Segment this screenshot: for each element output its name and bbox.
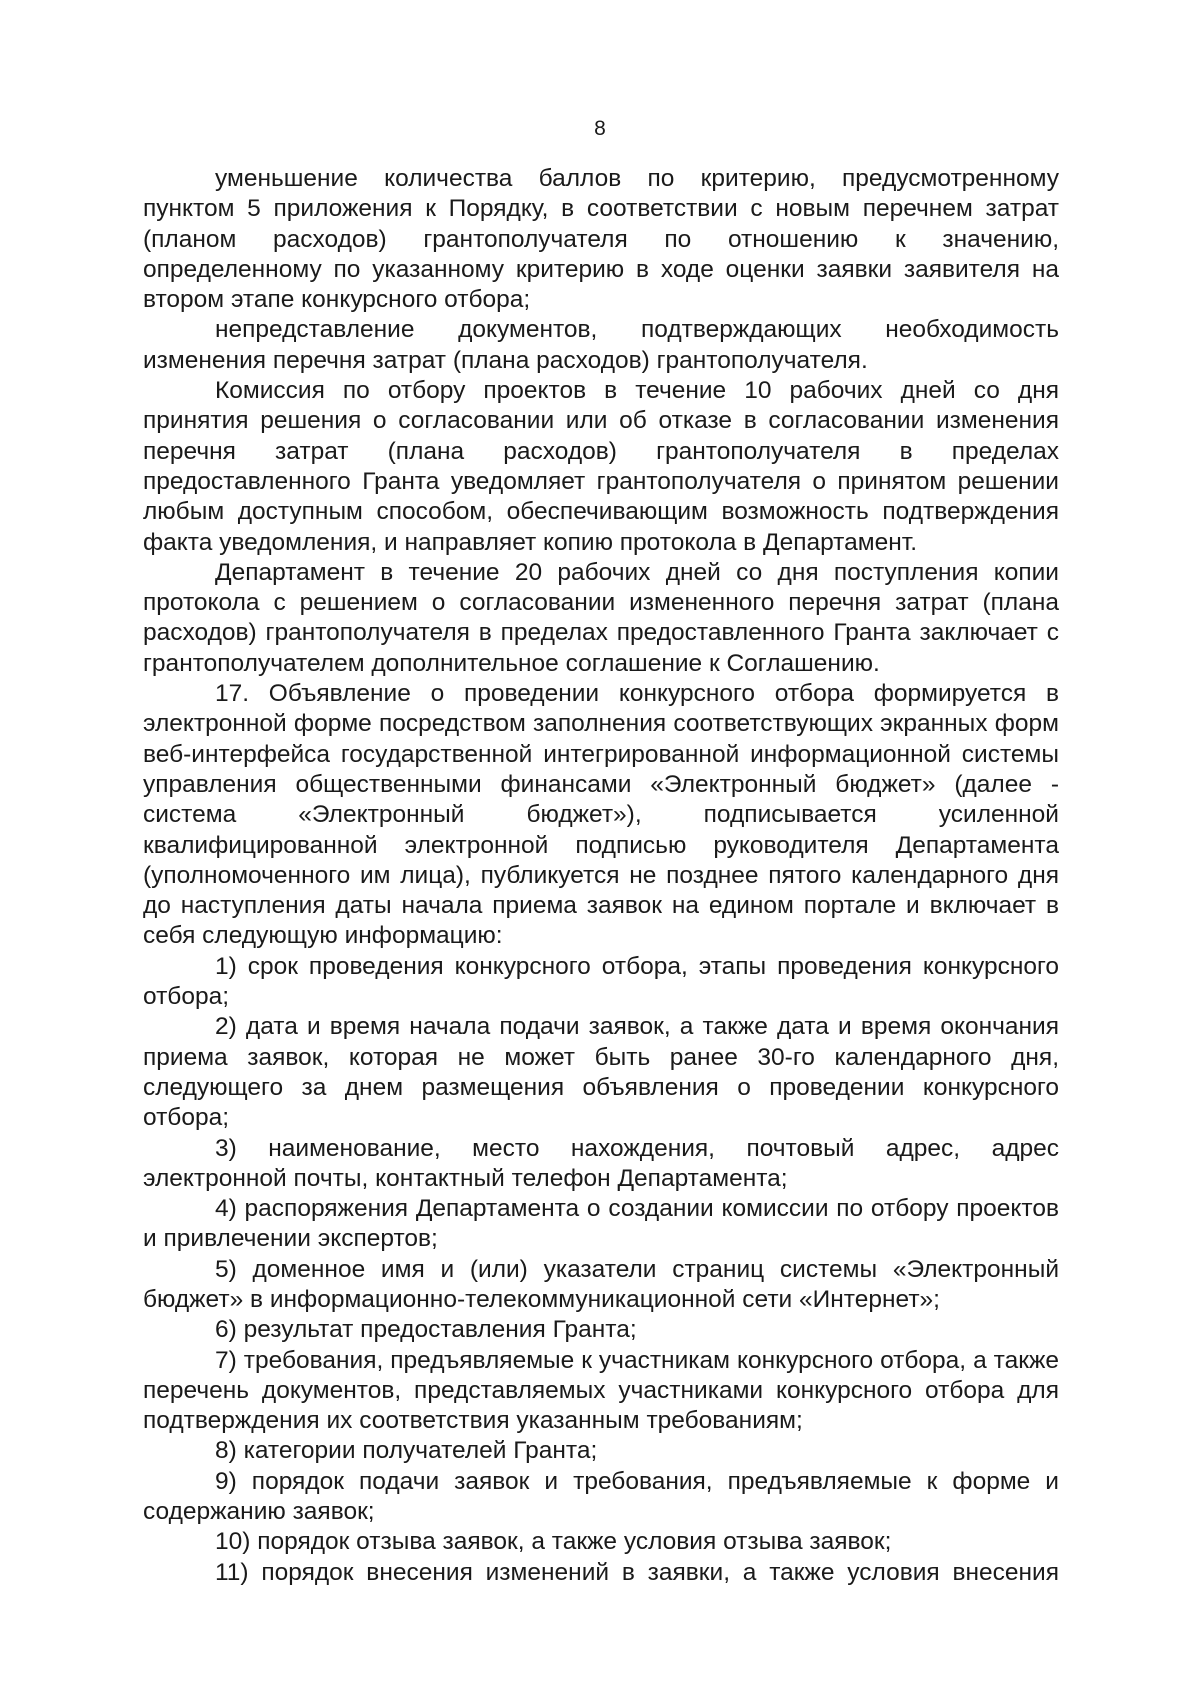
list-item: 11) порядок внесения изменений в заявки, а также условия внесения xyxy=(215,1558,1059,1586)
list-item: 8) категории получателей Гранта; xyxy=(215,1437,598,1465)
list-item: 6) результат предоставления Гранта; xyxy=(215,1316,637,1344)
paragraph-item-17: 17. Объявление о проведении конкурсного отбора формируется в электронной форме посредством заполнения соответствующих экранных форм веб-интерфейса государственной интегрированной информационной системы управления общественными финансами «Электронный бюджет» (далее - система «Электронный бюджет»), подписывается усиленной квалифицированной электронной подписью руководителя Департамента (уполномоченного им лица), публикуется не позднее пятого календарного дня до наступления даты начала приема заявок на едином портале и включает в себя следующую информацию: xyxy=(143,680,1059,950)
paragraph: уменьшение количества баллов по критерию, предусмотренному пунктом 5 приложения к Порядку, в соответствии с новым перечнем затрат (планом расходов) грантополучателя по отношению к значению, определенному по указанному критерию в ходе оценки заявки заявителя на втором этапе конкурсного отбора; xyxy=(143,165,1059,314)
list-item: 2) дата и время начала подачи заявок, а также дата и время окончания приема заявок, которая не может быть ранее 30-го календарного дня, следующего за днем размещения объявления о проведении конкурсного отбора; xyxy=(143,1013,1059,1132)
list-item: 10) порядок отзыва заявок, а также условия отзыва заявок; xyxy=(215,1528,892,1556)
page-number: 8 xyxy=(594,117,606,140)
paragraph: непредставление документов, подтверждающих необходимость изменения перечня затрат (плана расходов) грантополучателя. xyxy=(143,316,1059,374)
paragraph: Департамент в течение 20 рабочих дней со дня поступления копии протокола с решением о согласовании измененного перечня затрат (плана расходов) грантополучателя в пределах предоставленного Гранта заключает с грантополучателем дополнительное соглашение к Соглашению. xyxy=(143,558,1059,677)
list-item: 5) доменное имя и (или) указатели страниц системы «Электронный бюджет» в информационно-телекоммуникационной сети «Интернет»; xyxy=(143,1255,1059,1313)
list-item: 4) распоряжения Департамента о создании комиссии по отбору проектов и привлечении экспертов; xyxy=(143,1195,1059,1253)
paragraph: Комиссия по отбору проектов в течение 10 рабочих дней со дня принятия решения о согласовании или об отказе в согласовании изменения перечня затрат (плана расходов) грантополучателя в пределах предоставленного Гранта уведомляет грантополучателя о принятом решении любым доступным способом, обеспечивающим возможность подтверждения факта уведомления, и направляет копию протокола в Департамент. xyxy=(143,377,1059,556)
list-item: 9) порядок подачи заявок и требования, предъявляемые к форме и содержанию заявок; xyxy=(143,1467,1059,1526)
list-item: 1) срок проведения конкурсного отбора, этапы проведения конкурсного отбора; xyxy=(143,952,1059,1011)
document-body xyxy=(143,164,1059,1588)
list-item: 7) требования, предъявляемые к участникам конкурсного отбора, а также перечень документов, представляемых участниками конкурсного отбора для подтверждения их соответствия указанным требованиям; xyxy=(143,1346,1059,1435)
list-item: 3) наименование, место нахождения, почтовый адрес, адрес электронной почты, контактный телефон Департамента; xyxy=(143,1134,1059,1192)
